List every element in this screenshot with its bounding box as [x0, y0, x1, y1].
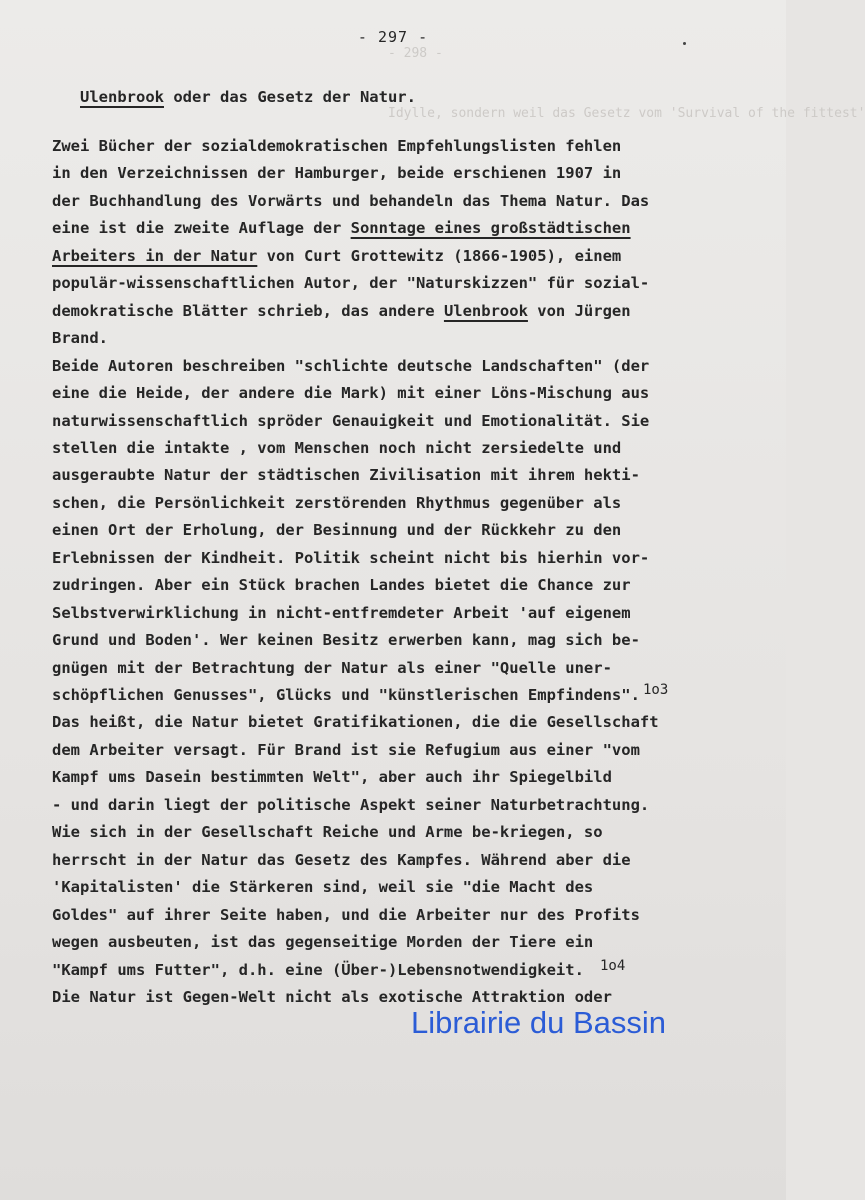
text-line: [52, 549, 649, 567]
text-line: [52, 933, 593, 951]
section-heading: [80, 88, 416, 106]
text-segment: Brand.: [52, 329, 108, 348]
footnote-marker-104: 1o4: [600, 958, 626, 974]
text-segment: - und darin liegt der politische Aspekt seiner Naturbetrachtung.: [52, 795, 650, 814]
text-segment: populär-wissenschaftlichen Autor, der "Naturskizzen" für sozial-: [52, 274, 650, 293]
text-line: [52, 247, 621, 265]
underlined-title: Arbeiters in der Natur: [52, 246, 258, 265]
text-line: [52, 741, 640, 759]
text-segment: von Curt Grottewitz (1866-1905), einem: [257, 246, 622, 265]
text-line: [52, 988, 612, 1006]
text-segment: einen Ort der Erholung, der Besinnung und der Rückkehr zu den: [52, 521, 622, 540]
text-line: [52, 906, 640, 924]
text-segment: Erlebnissen der Kindheit. Politik scheint nicht bis hierhin vor-: [52, 548, 650, 567]
bleed-through-text: Idylle, sondern weil das Gesetz vom 'Survival of the fittest': [388, 106, 865, 121]
text-line: [52, 384, 649, 402]
text-segment: naturwissenschaftlich spröder Genauigkeit und Emotionalität. Sie: [52, 411, 650, 430]
page-number: - 297 -: [357, 28, 429, 46]
text-line: [52, 164, 621, 182]
text-line: [52, 219, 631, 237]
text-line: [52, 412, 649, 430]
text-segment: Selbstverwirklichung in nicht-entfremdeter Arbeit 'auf eigenem: [52, 603, 631, 622]
text-segment: wegen ausbeuten, ist das gegenseitige Morden der Tiere ein: [52, 933, 594, 952]
heading-title-rest: oder das Gesetz der Natur.: [164, 88, 416, 106]
text-line: [52, 631, 640, 649]
text-segment: Grund und Boden'. Wer keinen Besitz erwerben kann, mag sich be-: [52, 631, 640, 650]
text-line: [52, 961, 584, 979]
text-line: [52, 686, 640, 704]
footnote-marker-103: 1o3: [643, 682, 669, 698]
bleed-through-page-number: - 298 -: [388, 46, 443, 61]
text-line: [52, 659, 612, 677]
text-segment: der Buchhandlung des Vorwärts und behandeln das Thema Natur. Das: [52, 191, 650, 210]
text-segment: "Kampf ums Futter", d.h. eine (Über-)Lebensnotwendigkeit.: [52, 960, 584, 979]
text-segment: in den Verzeichnissen der Hamburger, beide erschienen 1907 in: [52, 164, 622, 183]
text-segment: Zwei Bücher der sozialdemokratischen Empfehlungslisten fehlen: [52, 137, 622, 155]
text-segment: stellen die intakte , vom Menschen noch nicht zersiedelte und: [52, 438, 622, 457]
text-segment: demokratische Blätter schrieb, das andere: [52, 301, 444, 320]
text-line: [52, 302, 631, 320]
text-segment: dem Arbeiter versagt. Für Brand ist sie Refugium aus einer "vom: [52, 740, 640, 759]
text-segment: Das heißt, die Natur bietet Gratifikationen, die die Gesellschaft: [52, 713, 659, 732]
text-line: [52, 274, 649, 292]
text-segment: schöpflichen Genusses", Glücks und "künstlerischen Empfindens".: [52, 686, 640, 704]
text-line: [52, 604, 631, 622]
text-line: [52, 466, 640, 484]
text-line: [52, 878, 593, 896]
text-segment: 'Kapitalisten' die Stärkeren sind, weil sie "die Macht des: [52, 878, 594, 897]
text-segment: Wie sich in der Gesellschaft Reiche und Arme be-kriegen, so: [52, 823, 603, 842]
underlined-title: Sonntage eines großstädtischen: [350, 219, 631, 238]
text-segment: Beide Autoren beschreiben "schlichte deutsche Landschaften" (der: [52, 356, 650, 375]
text-segment: Goldes" auf ihrer Seite haben, und die Arbeiter nur des Profits: [52, 905, 640, 924]
underlined-title: Ulenbrook: [443, 301, 528, 320]
text-segment: eine die Heide, der andere die Mark) mit einer Löns-Mischung aus: [52, 384, 650, 403]
text-segment: gnügen mit der Betrachtung der Natur als einer "Quelle uner-: [52, 658, 612, 677]
text-line: [52, 768, 612, 786]
text-segment: Kampf ums Dasein bestimmten Welt", aber auch ihr Spiegelbild: [52, 768, 612, 787]
text-line: [52, 329, 108, 347]
heading-title-underlined: Ulenbrook: [80, 88, 164, 106]
text-segment: von Jürgen: [527, 301, 631, 320]
text-segment: Die Natur ist Gegen-Welt nicht als exotische Attraktion oder: [52, 987, 612, 1006]
text-line: [52, 796, 649, 814]
text-line: [52, 357, 649, 375]
ink-dot: [683, 42, 686, 45]
text-segment: herrscht in der Natur das Gesetz des Kampfes. Während aber die: [52, 850, 631, 869]
watermark-librairie-du-bassin: Librairie du Bassin: [411, 1005, 667, 1040]
text-line: [52, 576, 631, 594]
text-line: [52, 851, 631, 869]
text-line: [52, 439, 621, 457]
text-line: [52, 521, 621, 539]
text-segment: ausgeraubte Natur der städtischen Zivilisation mit ihrem hekti-: [52, 466, 640, 485]
text-segment: schen, die Persönlichkeit zerstörenden Rhythmus gegenüber als: [52, 493, 622, 512]
text-line: [52, 494, 621, 512]
text-line: [52, 192, 649, 210]
text-line: [52, 713, 659, 731]
text-segment: eine ist die zweite Auflage der: [52, 219, 351, 238]
text-line: [52, 137, 621, 155]
text-line: [52, 823, 603, 841]
text-segment: zudringen. Aber ein Stück brachen Landes bietet die Chance zur: [52, 576, 631, 595]
